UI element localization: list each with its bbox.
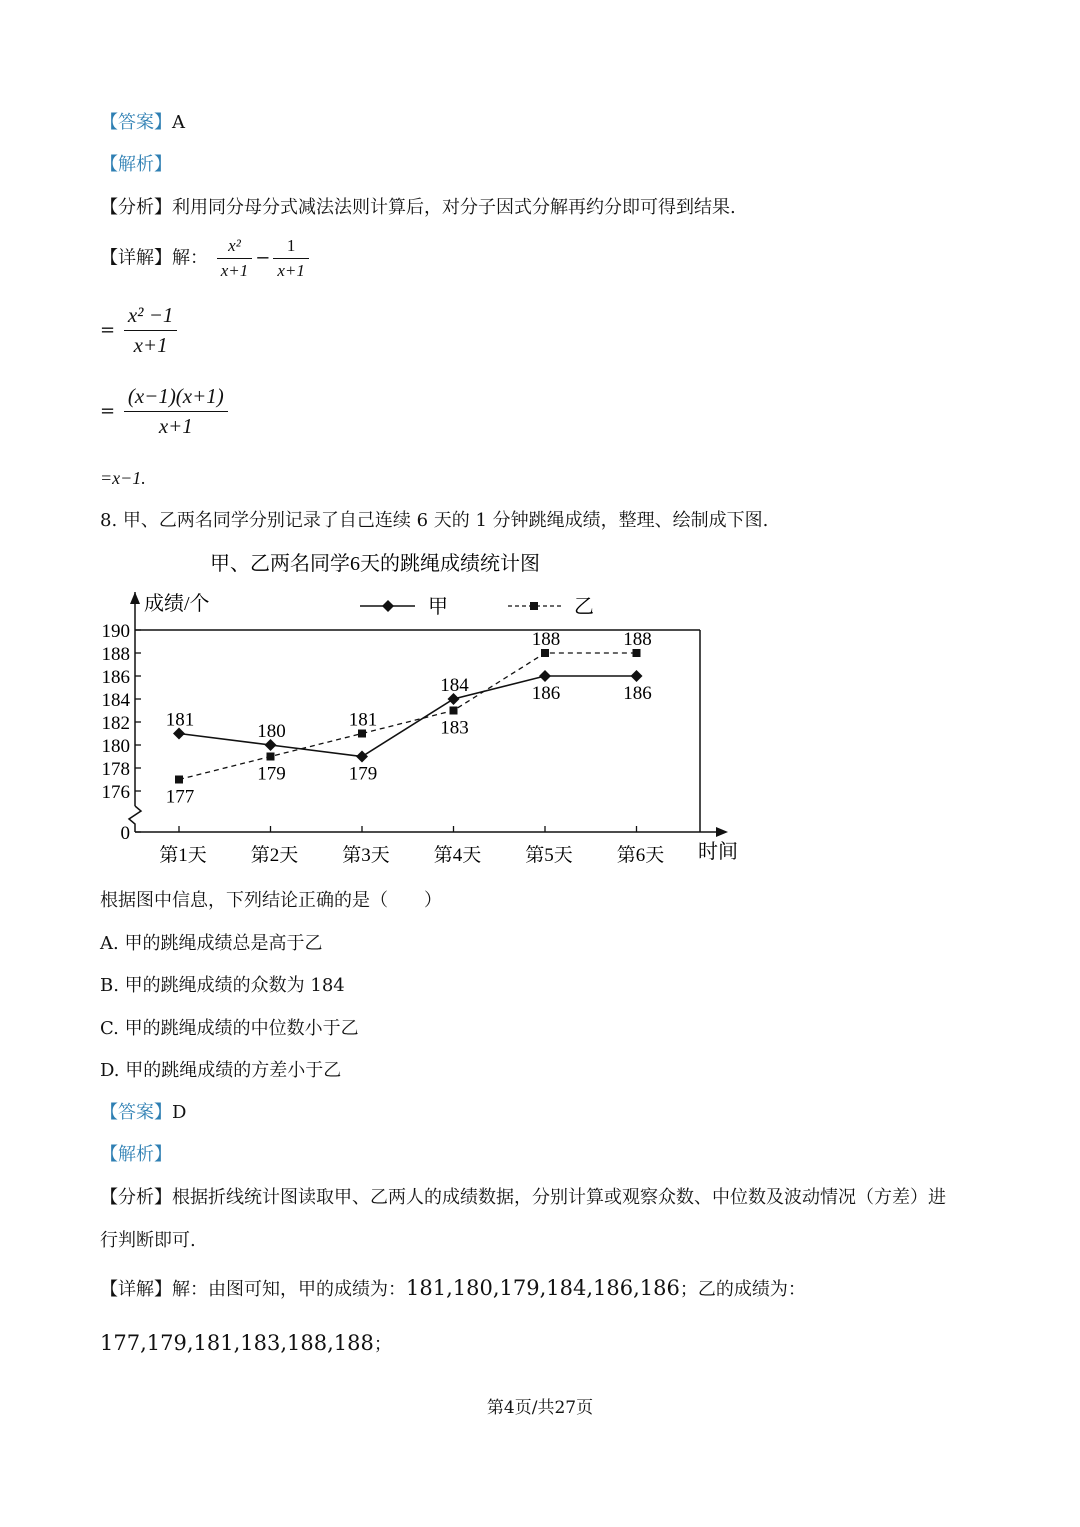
analysis-label: 【解析】 bbox=[100, 1144, 172, 1165]
y-tick-label: 188 bbox=[101, 644, 130, 665]
q7-step3-line bbox=[100, 384, 231, 439]
fenxi-label: 【分析】 bbox=[100, 1187, 172, 1208]
data-label-yi: 183 bbox=[440, 717, 469, 739]
series-line-yi bbox=[179, 653, 637, 780]
fraction-numerator: 1 bbox=[273, 236, 309, 259]
q7-answer-line bbox=[100, 111, 185, 135]
y-tick-label: 182 bbox=[101, 713, 130, 734]
answer-label: 【答案】 bbox=[100, 1102, 172, 1123]
q7-step2-line bbox=[100, 303, 180, 358]
x-tick-label: 第5天 bbox=[525, 845, 573, 866]
x-tick-label: 第3天 bbox=[342, 845, 390, 866]
analysis-label: 【解析】 bbox=[100, 154, 172, 175]
data-point-jia bbox=[356, 751, 368, 763]
fraction-numerator: (x−1)(x+1) bbox=[124, 384, 228, 412]
y-tick-label: 178 bbox=[101, 759, 130, 780]
y-axis-arrow bbox=[130, 592, 140, 604]
x-tick-label: 第2天 bbox=[250, 845, 299, 866]
q7-fenxi-text: 利用同分母分式减法法则计算后，对分子因式分解再约分即可得到结果. bbox=[172, 197, 736, 218]
q7-fenxi-line bbox=[100, 196, 736, 220]
option-c: C. 甲的跳绳成绩的中位数小于乙 bbox=[100, 1018, 359, 1039]
legend-yi-marker bbox=[530, 602, 538, 610]
option-a: A. 甲的跳绳成绩总是高于乙 bbox=[100, 933, 323, 954]
chart-title: 甲、乙两名同学6天的跳绳成绩统计图 bbox=[210, 553, 540, 575]
q8-stem: 8. 甲、乙两名同学分别记录了自己连续 6 天的 1 分钟跳绳成绩，整理、绘制成下图. bbox=[100, 510, 769, 531]
yi-scores-suffix: ； bbox=[373, 1334, 392, 1355]
line-chart bbox=[90, 540, 790, 880]
legend-jia-label: 甲 bbox=[428, 596, 448, 618]
page-footer: 第4页/共27页 bbox=[486, 1398, 594, 1418]
fraction-denominator: x+1 bbox=[133, 333, 168, 357]
q8-question: 根据图中信息，下列结论正确的是（ ） bbox=[100, 890, 442, 911]
xiangjie-label: 【详解】 bbox=[100, 1279, 172, 1300]
option-d: D. 甲的跳绳成绩的方差小于乙 bbox=[100, 1060, 342, 1081]
y-tick-label: 186 bbox=[101, 667, 130, 688]
data-point-yi bbox=[450, 707, 458, 715]
data-point-yi bbox=[358, 730, 366, 738]
fenxi-label: 【分析】 bbox=[100, 197, 172, 218]
data-label-jia: 180 bbox=[257, 721, 286, 742]
legend-yi-label: 乙 bbox=[574, 596, 594, 618]
fraction-x2-over-x1 bbox=[217, 236, 253, 281]
y-axis-label: 成绩/个 bbox=[144, 593, 210, 615]
q8-fenxi-line1 bbox=[100, 1186, 946, 1210]
data-label-yi: 181 bbox=[348, 709, 378, 731]
y-tick-label: 190 bbox=[101, 621, 130, 642]
q7-analysis-line bbox=[100, 153, 172, 177]
fraction-numerator: x² bbox=[217, 236, 253, 259]
y-tick-label: 176 bbox=[101, 782, 130, 803]
x-tick-label: 第6天 bbox=[616, 845, 665, 866]
option-b: B. 甲的跳绳成绩的众数为 184 bbox=[100, 975, 345, 996]
yi-scores: 177,179,181,183,188,188 bbox=[100, 1331, 374, 1355]
x-tick-label: 第1天 bbox=[159, 845, 207, 866]
data-point-yi bbox=[541, 649, 549, 657]
data-label-yi: 188 bbox=[623, 629, 652, 650]
fraction-x2minus1-over-x1 bbox=[124, 303, 178, 358]
q7-xiangjie-prefix: 解： bbox=[172, 247, 208, 269]
x-tick-label: 第4天 bbox=[433, 845, 482, 866]
q8-fenxi-line2: 行判断即可. bbox=[100, 1230, 196, 1251]
data-label-yi: 188 bbox=[531, 629, 561, 650]
y-tick-label: 184 bbox=[101, 690, 130, 711]
series-line-jia bbox=[179, 676, 637, 757]
data-label-jia: 186 bbox=[623, 683, 652, 704]
fraction-denominator: x+1 bbox=[158, 414, 193, 438]
minus-sign: − bbox=[255, 247, 271, 269]
q7-step4-line: =x−1. bbox=[100, 468, 146, 488]
x-axis-label: 时间 bbox=[698, 841, 738, 863]
equals-sign: = bbox=[100, 400, 116, 422]
data-label-yi: 179 bbox=[257, 763, 286, 785]
legend bbox=[360, 596, 594, 618]
data-label-jia: 181 bbox=[165, 709, 195, 731]
q8-xiangjie-text2: ；乙的成绩为： bbox=[679, 1279, 806, 1300]
data-label-jia: 184 bbox=[440, 675, 469, 696]
data-label-yi: 177 bbox=[165, 786, 195, 808]
q8-analysis-line bbox=[100, 1143, 172, 1167]
yi-scores-line bbox=[100, 1331, 392, 1357]
jia-scores: 181,180,179,184,186,186 bbox=[406, 1276, 680, 1300]
q7-xiangjie-line bbox=[100, 236, 312, 281]
fraction-1-over-x1 bbox=[273, 236, 309, 281]
axis-break-mark bbox=[129, 806, 141, 832]
fraction-factored bbox=[124, 384, 228, 439]
q8-xiangjie-line bbox=[100, 1276, 806, 1302]
q8-answer-value: D bbox=[172, 1102, 187, 1123]
data-label-jia: 179 bbox=[348, 763, 378, 785]
data-point-yi bbox=[267, 753, 275, 761]
legend-jia-marker bbox=[382, 600, 394, 612]
q7-answer-value: A bbox=[172, 112, 185, 133]
q8-answer-line bbox=[100, 1101, 186, 1125]
fraction-numerator: x² −1 bbox=[124, 303, 178, 331]
xiangjie-label: 【详解】 bbox=[100, 247, 172, 269]
q8-fenxi-text1: 根据折线统计图读取甲、乙两人的成绩数据，分别计算或观察众数、中位数及波动情况（方差）进 bbox=[172, 1187, 946, 1208]
answer-label: 【答案】 bbox=[100, 112, 172, 133]
y-tick-label: 180 bbox=[101, 736, 130, 757]
data-point-yi bbox=[175, 776, 183, 784]
fraction-denominator: x+1 bbox=[277, 261, 305, 280]
data-label-jia: 186 bbox=[531, 683, 561, 704]
data-point-jia bbox=[631, 670, 643, 682]
q8-xiangjie-text1: 解：由图可知，甲的成绩为： bbox=[172, 1279, 406, 1300]
data-point-jia bbox=[539, 670, 551, 682]
equals-sign: = bbox=[100, 319, 116, 341]
y-tick-label: 0 bbox=[120, 823, 130, 844]
x-axis-arrow bbox=[716, 827, 728, 837]
data-point-yi bbox=[633, 649, 641, 657]
fraction-denominator: x+1 bbox=[220, 261, 249, 280]
